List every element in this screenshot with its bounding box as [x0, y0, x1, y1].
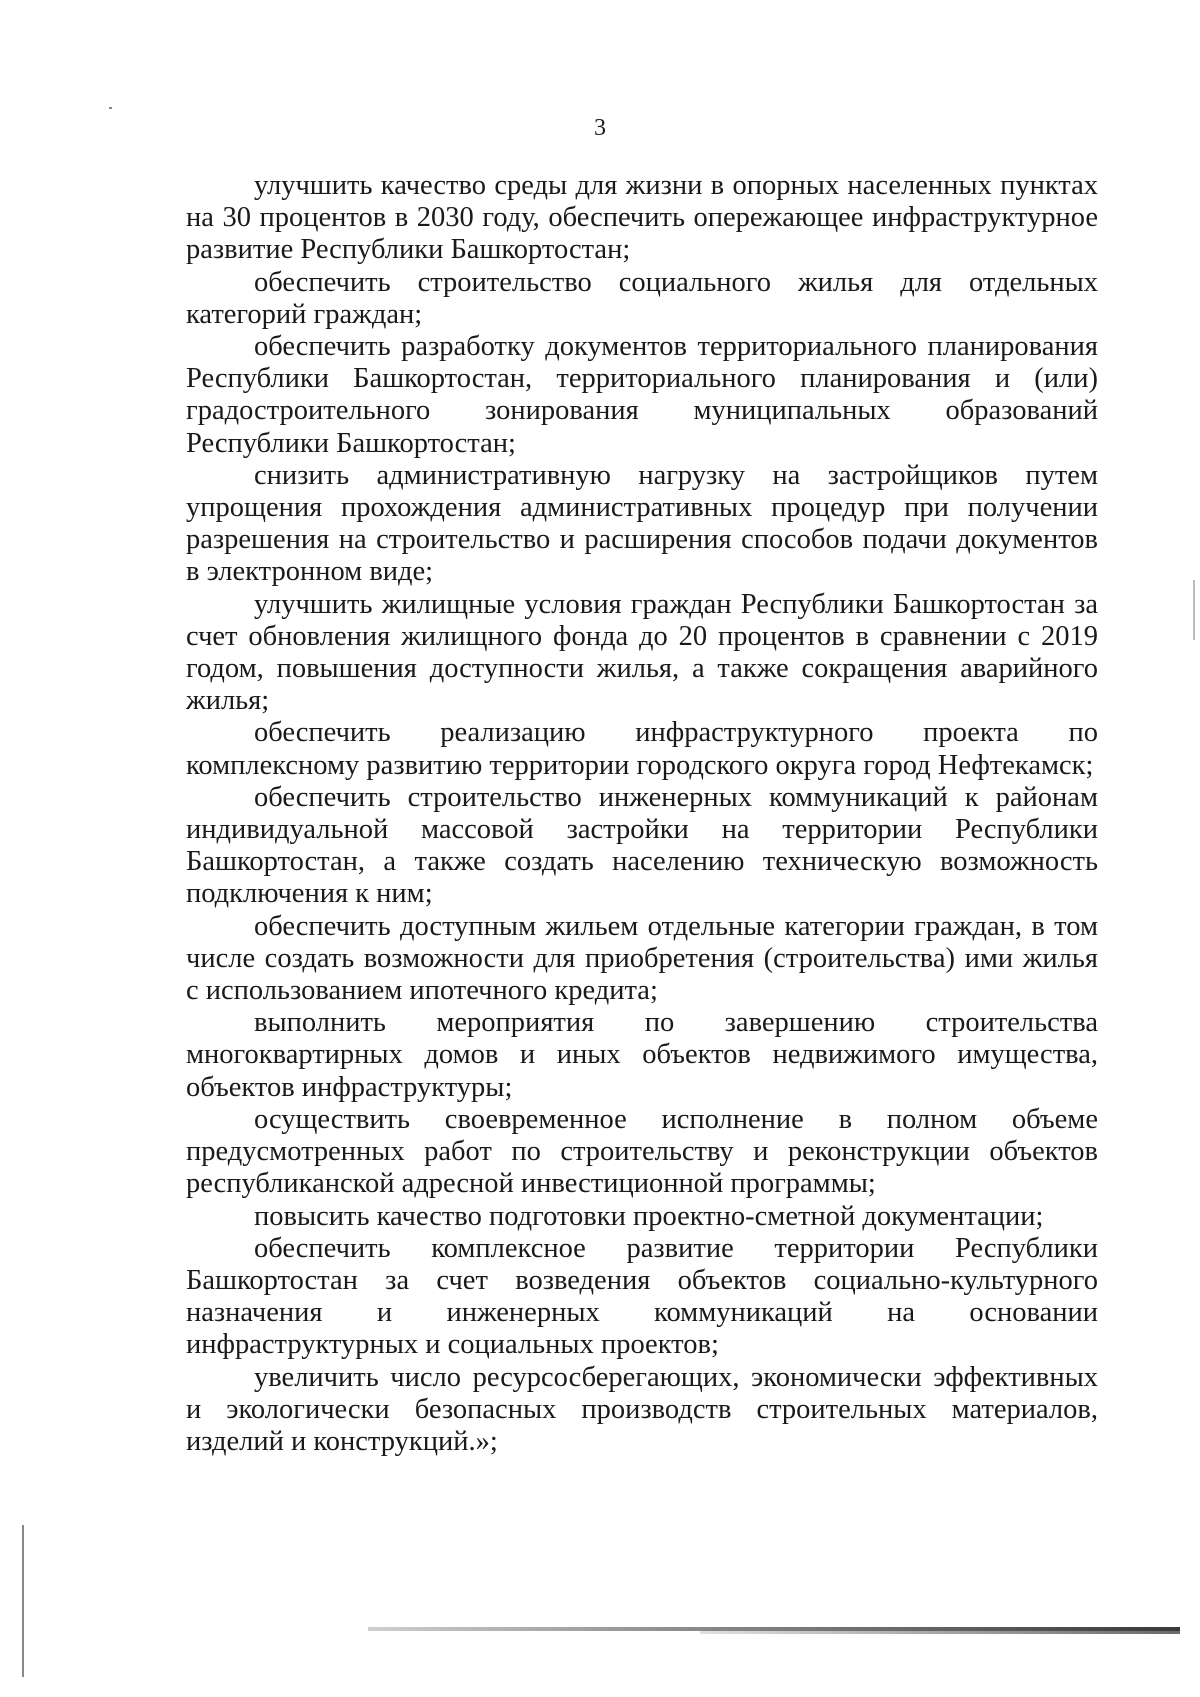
- scan-artifact-right-edge: [1193, 580, 1195, 640]
- paragraph-7: обеспечить строительство инженерных коммуникаций к районам индивидуальной массовой застройки на территории Республики Башкортостан, а также создать населению техническую возможность подключения к ним;: [186, 781, 1098, 910]
- paragraph-12: обеспечить комплексное развитие территории Республики Башкортостан за счет возведения объектов социально-культурного назначения и инженерных коммуникаций на основании инфраструктурных и социальных проектов;: [186, 1232, 1098, 1361]
- paragraph-3: обеспечить разработку документов территориального планирования Республики Башкортостан, территориального планирования и (или) градостроительного зонирования муниципальных образований Республики Башкортостан;: [186, 331, 1098, 459]
- paragraph-9: выполнить мероприятия по завершению строительства многоквартирных домов и иных объектов недвижимого имущества, объектов инфраструктуры;: [186, 1007, 1098, 1103]
- paragraph-4: снизить административную нагрузку на застройщиков путем упрощения прохождения административных процедур при получении разрешения на строительство и расширения способов подачи документов в электронном виде;: [186, 459, 1098, 588]
- paragraph-1: улучшить качество среды для жизни в опорных населенных пунктах на 30 процентов в 2030 году, обеспечить опережающее инфраструктурное развитие Республики Башкортостан;: [186, 170, 1098, 266]
- paragraph-13: увеличить число ресурсосберегающих, экономически эффективных и экологически безопасных производств строительных материалов, изделий и конструкций.»;: [186, 1361, 1098, 1457]
- paragraph-8: обеспечить доступным жильем отдельные категории граждан, в том числе создать возможности для приобретения (строительства) ими жилья с использованием ипотечного кредита;: [186, 910, 1098, 1007]
- paragraph-11: повысить качество подготовки проектно-сметной документации;: [254, 1200, 1044, 1232]
- scan-artifact-bottom-line-shadow: [700, 1631, 1180, 1634]
- paragraph-5: улучшить жилищные условия граждан Республики Башкортостан за счет обновления жилищного фонда до 20 процентов в сравнении с 2019 годом, повышения доступности жилья, а также сокращения аварийного жилья;: [186, 588, 1098, 717]
- paragraph-6: обеспечить реализацию инфраструктурного проекта по комплексному развитию территории городского округа город Нефтекамск;: [186, 717, 1098, 781]
- page-number: 3: [594, 115, 606, 141]
- scan-artifact-dot: [109, 107, 112, 109]
- paragraph-2: обеспечить строительство социального жилья для отдельных категорий граждан;: [186, 266, 1098, 330]
- paragraph-10: осуществить своевременное исполнение в полном объеме предусмотренных работ по строительству и реконструкции объектов республиканской адресной инвестиционной программы;: [186, 1103, 1098, 1200]
- scan-artifact-left-edge: [22, 1525, 24, 1677]
- document-body: [186, 170, 1098, 1458]
